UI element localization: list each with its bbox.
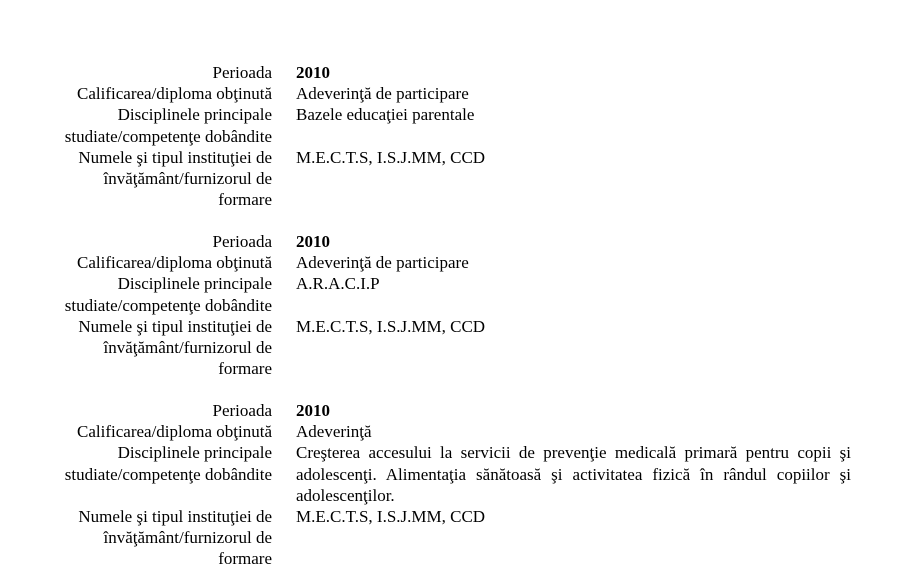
qualification-row (0, 421, 907, 442)
institution-label (0, 147, 272, 211)
institution-label-line: învăţământ/furnizorul de (103, 338, 272, 358)
institution-value: M.E.C.T.S, I.S.J.MM, CCD (296, 507, 486, 527)
period-label: Perioada (212, 401, 272, 420)
disciplines-label (0, 273, 272, 315)
qualification-label: Calificarea/diploma obţinută (77, 253, 272, 273)
institution-label (0, 316, 272, 380)
disciplines-label-line: studiate/competenţe dobândite (64, 464, 272, 484)
institution-label-line: formare (218, 359, 272, 379)
qualification-value: Adeverinţă de participare (296, 84, 469, 104)
institution-label-line: Numele şi tipul instituţiei de (78, 507, 272, 527)
disciplines-label-line: studiate/competenţe dobândite (64, 295, 272, 315)
disciplines-row (0, 104, 907, 146)
disciplines-label-line: Disciplinele principale (117, 274, 272, 294)
institution-label-line: formare (218, 190, 272, 210)
qualification-label: Calificarea/diploma obţinută (77, 84, 272, 104)
disciplines-label-line: Disciplinele principale (117, 443, 272, 463)
period-row (0, 231, 907, 252)
institution-value: M.E.C.T.S, I.S.J.MM, CCD (296, 147, 486, 167)
disciplines-label-line: Disciplinele principale (117, 105, 272, 125)
qualification-value: Adeverinţă de participare (296, 253, 469, 273)
institution-label-line: Numele şi tipul instituţiei de (78, 316, 272, 336)
institution-label (0, 506, 272, 570)
institution-label-line: Numele şi tipul instituţiei de (78, 147, 272, 167)
institution-value: M.E.C.T.S, I.S.J.MM, CCD (296, 316, 486, 336)
period-value: 2010 (296, 232, 330, 251)
education-entry (0, 400, 907, 570)
qualification-value: Adeverinţă (296, 422, 372, 442)
institution-label-line: învăţământ/furnizorul de (103, 169, 272, 189)
disciplines-label (0, 442, 272, 484)
period-value: 2010 (296, 401, 330, 420)
institution-row (0, 316, 907, 380)
period-label: Perioada (212, 63, 272, 82)
disciplines-value: A.R.A.C.I.P (296, 274, 380, 294)
qualification-row (0, 83, 907, 104)
institution-row (0, 147, 907, 211)
disciplines-label (0, 104, 272, 146)
disciplines-row (0, 273, 907, 315)
disciplines-row (0, 442, 907, 506)
period-row (0, 400, 907, 421)
disciplines-label-line: studiate/competenţe dobândite (64, 126, 272, 146)
period-label: Perioada (212, 232, 272, 251)
institution-label-line: formare (218, 549, 272, 569)
education-entry (0, 231, 907, 379)
institution-label-line: învăţământ/furnizorul de (103, 528, 272, 548)
qualification-label: Calificarea/diploma obţinută (77, 422, 272, 442)
qualification-row (0, 252, 907, 273)
period-row (0, 62, 907, 83)
institution-row (0, 506, 907, 570)
period-value: 2010 (296, 63, 330, 82)
disciplines-value: Creşterea accesului la servicii de prevenţie medicală primară pentru copii şi adolescenţi. Alimentaţia sănătoasă şi activitatea fizică în rândul copiilor şi adolescenţilor. (296, 443, 851, 505)
education-entry (0, 62, 907, 210)
disciplines-value: Bazele educaţiei parentale (296, 105, 475, 125)
